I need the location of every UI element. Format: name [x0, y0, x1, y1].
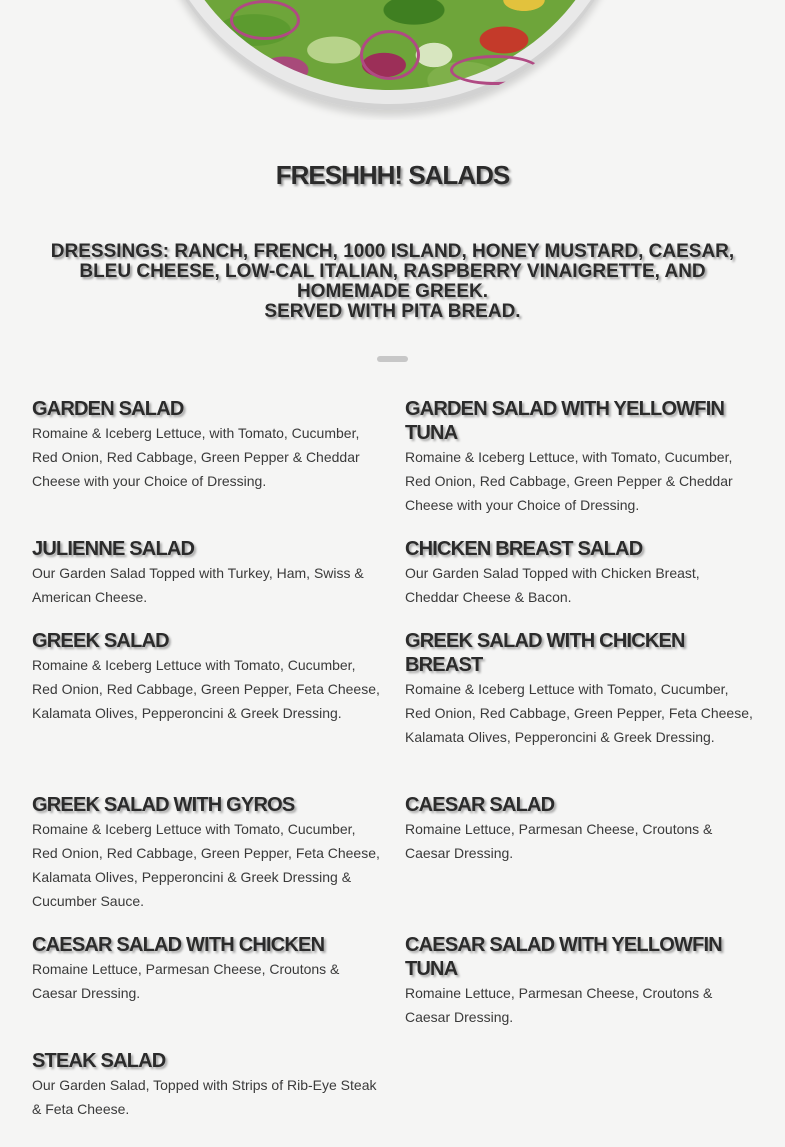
- menu-item: [32, 933, 382, 1005]
- menu-item-description: Our Garden Salad Topped with Turkey, Ham, Swiss & American Cheese.: [32, 565, 364, 605]
- menu-item: [405, 397, 755, 517]
- dressings-line: HOMEMADE GREEK.: [296, 281, 489, 302]
- menu-item: [32, 629, 382, 725]
- dressings-line: BLEU CHEESE, LOW-CAL ITALIAN, RASPBERRY VINAIGRETTE, AND: [79, 261, 706, 282]
- menu-item-description: Romaine & Iceberg Lettuce with Tomato, Cucumber, Red Onion, Red Cabbage, Green Pepper, Feta Cheese, Kalamata Olives, Pepperoncini & Greek Dressing & Cucumber Sauce.: [32, 821, 380, 909]
- menu-item-description: Romaine Lettuce, Parmesan Cheese, Croutons & Caesar Dressing.: [32, 961, 340, 1001]
- dressings-line: DRESSINGS: RANCH, FRENCH, 1000 ISLAND, HONEY MUSTARD, CAESAR,: [50, 241, 735, 262]
- menu-item: [32, 397, 382, 493]
- menu-item: [405, 793, 755, 865]
- menu-item-name: GREEK SALAD WITH CHICKEN BREAST: [405, 630, 685, 676]
- menu-item-name: CAESAR SALAD WITH YELLOWFIN TUNA: [405, 934, 722, 980]
- menu-item-name: GREEK SALAD: [32, 630, 169, 652]
- menu-item-description: Romaine & Iceberg Lettuce, with Tomato, Cucumber, Red Onion, Red Cabbage, Green Pepper & Cheddar Cheese with your Choice of Dressing.: [32, 425, 360, 489]
- onion-ring-graphic: [450, 55, 540, 85]
- menu-item: [32, 1049, 382, 1121]
- menu-item-description: Our Garden Salad, Topped with Strips of Rib-Eye Steak & Feta Cheese.: [32, 1077, 377, 1117]
- menu-item-name: JULIENNE SALAD: [32, 538, 195, 560]
- section-divider: [377, 356, 408, 362]
- menu-item-description: Romaine & Iceberg Lettuce, with Tomato, Cucumber, Red Onion, Red Cabbage, Green Pepper & Cheddar Cheese with your Choice of Dressing.: [405, 449, 733, 513]
- menu-item-name: CAESAR SALAD: [405, 794, 555, 816]
- menu-item-description: Our Garden Salad Topped with Chicken Breast, Cheddar Cheese & Bacon.: [405, 565, 700, 605]
- salad-bowl-image: [150, 0, 630, 110]
- menu-item-description: Romaine & Iceberg Lettuce with Tomato, Cucumber, Red Onion, Red Cabbage, Green Pepper, Feta Cheese, Kalamata Olives, Pepperoncini & Greek Dressing.: [32, 657, 380, 721]
- salad-hero-image: [0, 0, 785, 120]
- served-with-note: SERVED WITH PITA BREAD.: [264, 301, 521, 322]
- onion-ring-graphic: [360, 30, 420, 80]
- menu-item: [32, 793, 382, 913]
- menu-item: [405, 537, 755, 609]
- menu-item-name: GARDEN SALAD: [32, 398, 184, 420]
- onion-ring-graphic: [230, 0, 300, 40]
- dressings-note: [28, 242, 757, 322]
- menu-item: [405, 629, 755, 749]
- menu-item-name: GREEK SALAD WITH GYROS: [32, 794, 295, 816]
- menu-item-name: GARDEN SALAD WITH YELLOWFIN TUNA: [405, 398, 725, 444]
- menu-item-description: Romaine Lettuce, Parmesan Cheese, Croutons & Caesar Dressing.: [405, 985, 713, 1025]
- menu-item-description: Romaine & Iceberg Lettuce with Tomato, Cucumber, Red Onion, Red Cabbage, Green Pepper, Feta Cheese, Kalamata Olives, Pepperoncini & Greek Dressing.: [405, 681, 753, 745]
- menu-item-name: STEAK SALAD: [32, 1050, 166, 1072]
- menu-item-description: Romaine Lettuce, Parmesan Cheese, Croutons & Caesar Dressing.: [405, 821, 713, 861]
- menu-item: [405, 933, 755, 1029]
- menu-item: [32, 537, 382, 609]
- menu-item-name: CHICKEN BREAST SALAD: [405, 538, 643, 560]
- menu-item-name: CAESAR SALAD WITH CHICKEN: [32, 934, 325, 956]
- page-title: FRESHHH! SALADS: [275, 160, 510, 190]
